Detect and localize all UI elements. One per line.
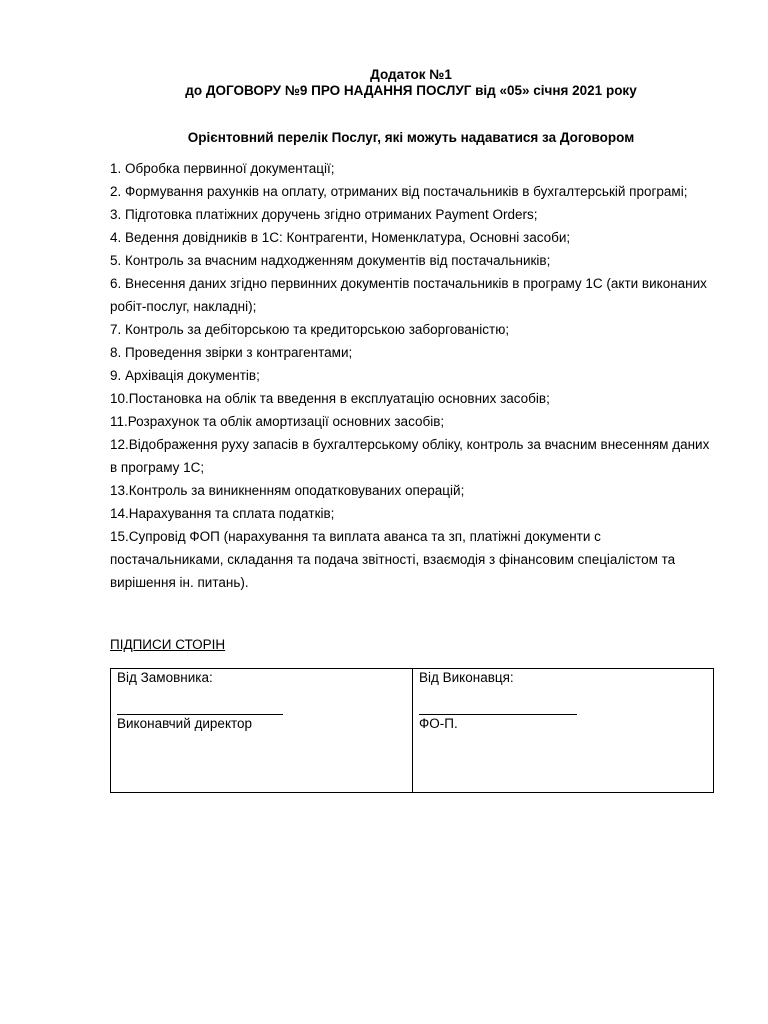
customer-signature-cell: [111, 669, 413, 793]
list-item: 10.Постановка на облік та введення в експлуатацію основних засобів;: [110, 391, 550, 406]
appendix-title: Додаток №1: [370, 67, 452, 82]
list-item: 7. Контроль за дебіторською та кредиторською заборгованістю;: [110, 322, 510, 337]
document-header: [0, 67, 768, 99]
list-item: 6. Внесення даних згідно первинних документів постачальників в програму 1С (акти виконаних робіт-послуг, накладні);: [110, 276, 707, 314]
list-item: 1. Обробка первинної документації;: [110, 161, 335, 176]
contractor-label: Від Виконавця:: [419, 670, 514, 685]
contract-reference: до ДОГОВОРУ №9 ПРО НАДАННЯ ПОСЛУГ від «05» січня 2021 року: [185, 83, 637, 98]
signatures-heading: ПІДПИСИ СТОРІН: [110, 637, 226, 652]
services-list-title: Орієнтовний перелік Послуг, які можуть надаватися за Договором: [187, 130, 635, 145]
list-item: 14.Нарахування та сплата податків;: [110, 506, 335, 521]
list-item: 12.Відображення руху запасів в бухгалтерському обліку, контроль за вчасним внесенням даних в програму 1С;: [110, 437, 710, 475]
list-item: 3. Підготовка платіжних доручень згідно отриманих Payment Orders;: [110, 207, 538, 222]
contractor-role: ФО-П.: [419, 716, 458, 731]
list-item: 2. Формування рахунків на оплату, отриманих від постачальників в бухгалтерській програмі;: [110, 184, 688, 199]
list-item: 8. Проведення звірки з контрагентами;: [110, 345, 353, 360]
contractor-signature-cell: [413, 669, 714, 793]
customer-signature-line: [117, 714, 283, 715]
contractor-signature-line: [419, 714, 577, 715]
list-item: 13.Контроль за виникненням оподатковуваних операцій;: [110, 483, 465, 498]
list-item: 9. Архівація документів;: [110, 368, 260, 383]
signatures-table: [110, 668, 714, 793]
list-item: 4. Ведення довідників в 1С: Контрагенти, Номенклатура, Основні засоби;: [110, 230, 571, 245]
list-item: 5. Контроль за вчасним надходженням документів від постачальників;: [110, 253, 551, 268]
list-item: 15.Супровід ФОП (нарахування та виплата аванса та зп, платіжні документи с постачальниками, складання та подача звітності, взаємодія з фінансовим спеціалістом та вирішення ін. питань).: [110, 529, 676, 590]
list-item: 11.Розрахунок та облік амортизації основних засобів;: [110, 414, 445, 429]
customer-role: Виконавчий директор: [117, 716, 253, 731]
customer-label: Від Замовника:: [117, 670, 213, 685]
services-list: [110, 157, 715, 594]
